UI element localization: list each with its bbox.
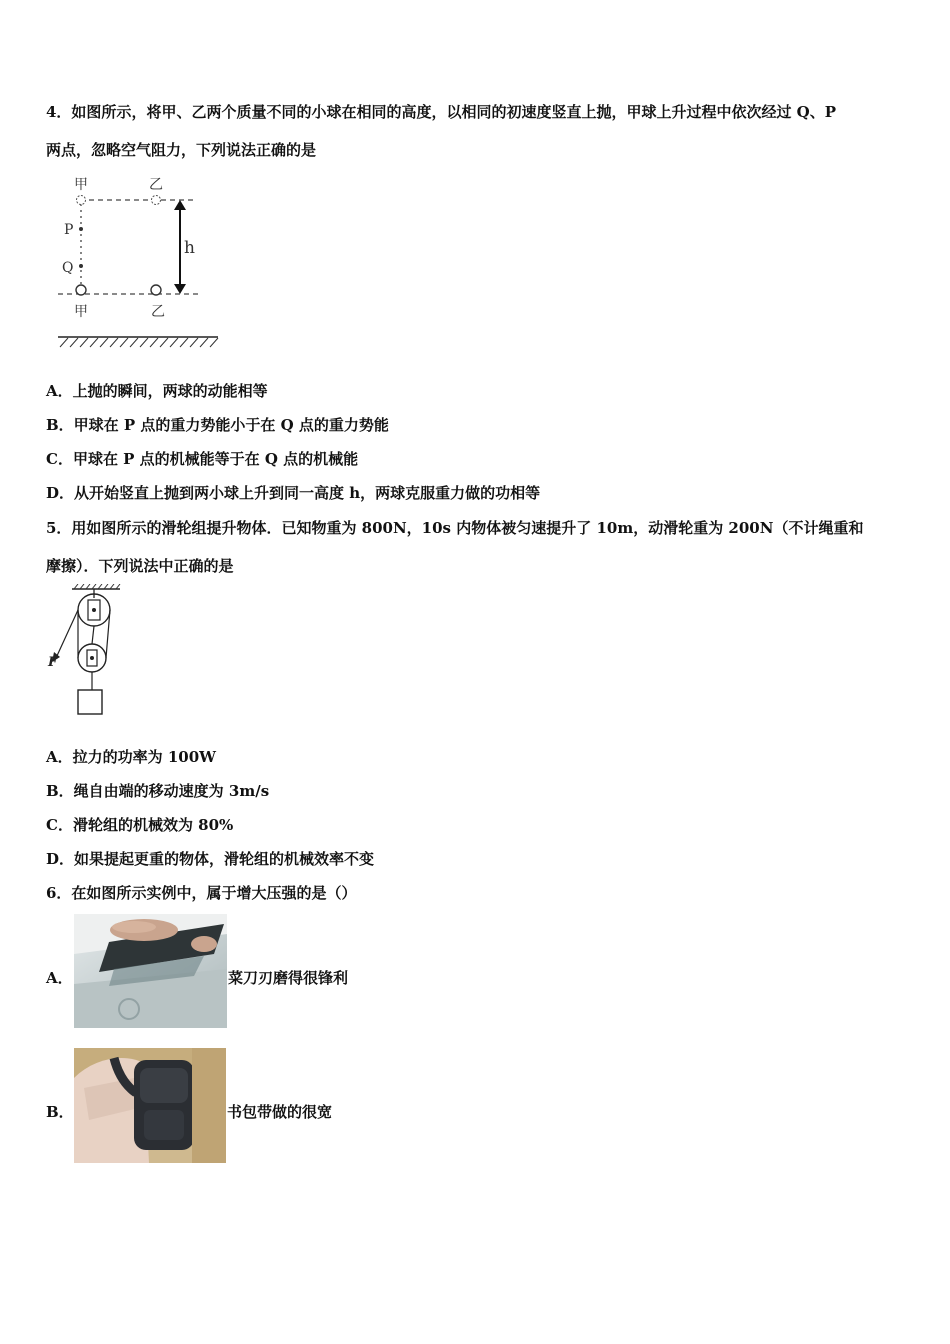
ball-yi xyxy=(151,285,161,295)
q5-stem-line1: 5．用如图所示的滑轮组提升物体．已知物重为 800N，10s 内物体被匀速提升了 10m，动滑轮重为 200N（不计绳重和 xyxy=(46,519,864,537)
label-jia-bottom: 甲 xyxy=(74,304,88,320)
q4-option-a: A．上抛的瞬间，两球的动能相等 xyxy=(46,382,268,400)
q4-option-c: C．甲球在 P 点的机械能等于在 Q 点的机械能 xyxy=(46,450,359,468)
backpack-photo xyxy=(74,1048,226,1163)
q6-option-a-letter: A． xyxy=(46,969,73,987)
q5-pulley-figure xyxy=(44,584,134,724)
q4-stem-line1: 4．如图所示，将甲、乙两个质量不同的小球在相同的高度，以相同的初速度竖直上抛，甲球上升过程中依次经过 Q、P xyxy=(46,103,837,121)
q6-option-a-text: 菜刀刃磨得很锋利 xyxy=(228,969,349,987)
q6-option-b-text: 书包带做的很宽 xyxy=(227,1103,333,1121)
label-p: P xyxy=(64,222,74,238)
q5-option-d: D．如果提起更重的物体，滑轮组的机械效率不变 xyxy=(46,850,375,868)
q6-stem: 6．在如图所示实例中，属于增大压强的是（） xyxy=(46,884,357,902)
q4-option-b: B．甲球在 P 点的重力势能小于在 Q 点的重力势能 xyxy=(46,416,389,434)
point-q xyxy=(79,264,83,268)
label-yi-bottom: 乙 xyxy=(151,304,165,320)
q6-option-b-letter: B． xyxy=(46,1103,74,1121)
q5-option-c: C．滑轮组的机械效为 80% xyxy=(46,816,234,834)
label-f: F xyxy=(48,655,58,670)
q4-figure xyxy=(50,172,230,352)
q5-stem-line2: 摩擦）．下列说法中正确的是 xyxy=(46,557,234,575)
label-jia-top: 甲 xyxy=(74,177,88,193)
label-yi-top: 乙 xyxy=(149,177,163,193)
ball-jia xyxy=(76,285,86,295)
q4-option-d: D．从开始竖直上抛到两小球上升到同一高度 h，两球克服重力做的功相等 xyxy=(46,484,541,502)
load-box xyxy=(78,690,102,714)
point-p xyxy=(79,227,83,231)
q5-option-a: A．拉力的功率为 100W xyxy=(46,748,217,766)
label-h: h xyxy=(184,238,195,258)
q5-option-b: B．绳自由端的移动速度为 3m/s xyxy=(46,782,270,800)
knife-sharpening-photo xyxy=(74,914,227,1028)
q4-stem-line2: 两点，忽略空气阻力，下列说法正确的是 xyxy=(46,141,317,159)
label-q: Q xyxy=(62,260,74,276)
